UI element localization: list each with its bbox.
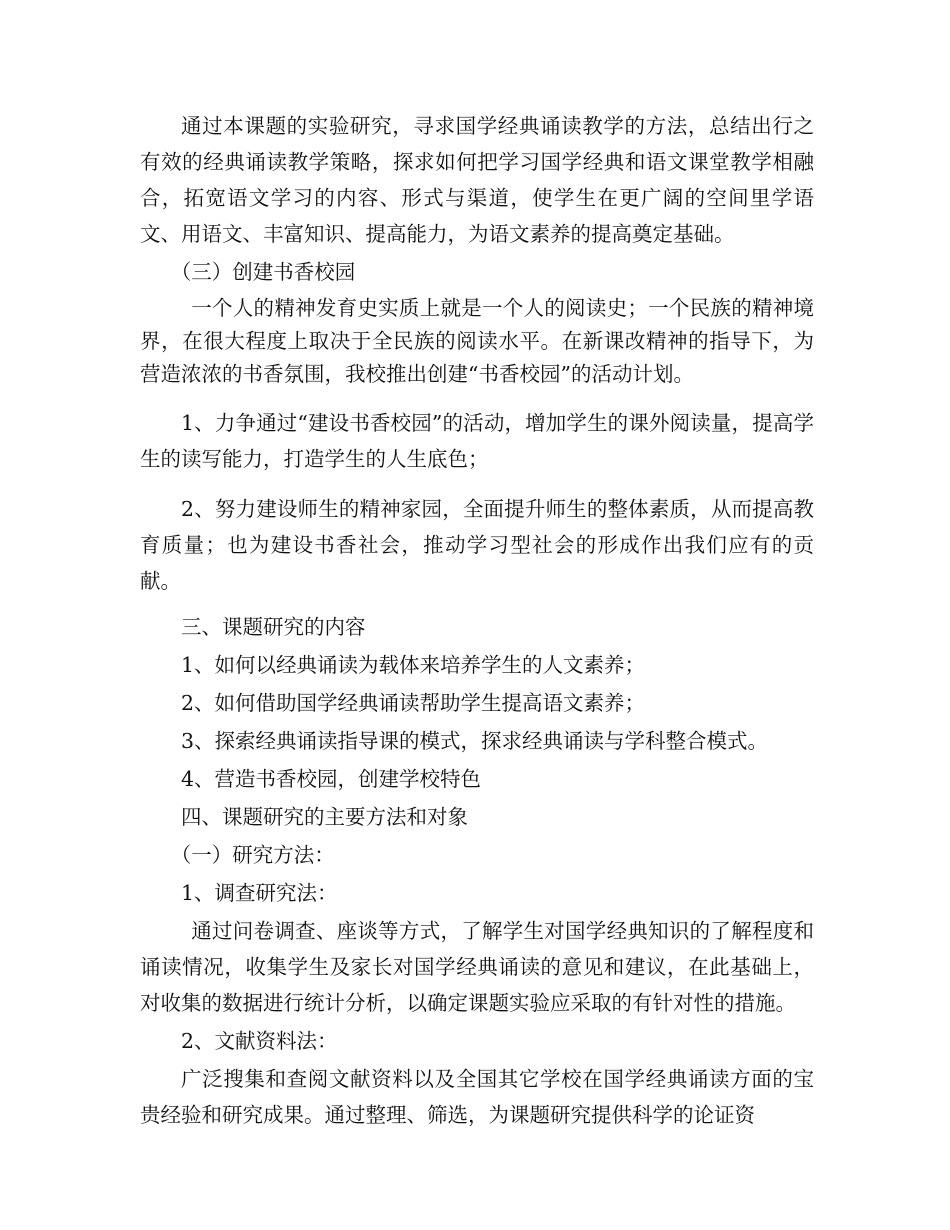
paragraph-survey-method: 通过问卷调查、座谈等方式，了解学生对国学经典知识的了解程度和诵读情况，收集学生及家长对国学经典诵读的意见和建议，在此基础上，对收集的数据进行统计分析，以确定课题实验应采取的有针对性的措施。 bbox=[140, 919, 814, 1015]
heading-literature-method: 2、文献资料法： bbox=[181, 1029, 338, 1053]
heading-create-book-campus: （三）创建书香校园 bbox=[170, 260, 356, 284]
paragraph-goal-item-1: 1、力争通过“建设书香校园”的活动，增加学生的课外阅读量，提高学生的读写能力，打造学生的人生底色； bbox=[140, 411, 814, 471]
heading-research-methods: （一）研究方法： bbox=[170, 843, 335, 867]
paragraph-literature-method: 广泛搜集和查阅文献资料以及全国其它学校在国学经典诵读方面的宝贵经验和研究成果。通过整理、筛选，为课题研究提供科学的论证资 bbox=[140, 1067, 814, 1127]
list-item-content-3: 3、探索经典诵读指导课的模式，探求经典诵读与学科整合模式。 bbox=[181, 729, 769, 753]
heading-research-content: 三、课题研究的内容 bbox=[181, 615, 366, 639]
list-item-content-1: 1、如何以经典诵读为载体来培养学生的人文素养； bbox=[181, 653, 646, 677]
list-item-content-2: 2、如何借助国学经典诵读帮助学生提高语文素养； bbox=[181, 691, 646, 715]
heading-survey-method: 1、调查研究法： bbox=[181, 881, 338, 905]
document-body bbox=[140, 108, 814, 1133]
heading-methods-and-objects: 四、课题研究的主要方法和对象 bbox=[181, 805, 468, 829]
paragraph-research-goal: 通过本课题的实验研究，寻求国学经典诵读教学的方法，总结出行之有效的经典诵读教学策略，探求如何把学习国学经典和语文课堂教学相融合，拓宽语文学习的内容、形式与渠道，使学生在更广阔的空间里学语文、用语文、丰富知识、提高能力，为语文素养的提高奠定基础。 bbox=[140, 114, 814, 246]
paragraph-goal-item-2: 2、努力建设师生的精神家园，全面提升师生的整体素质，从而提高教育质量；也为建设书香社会，推动学习型社会的形成作出我们应有的贡献。 bbox=[140, 497, 814, 593]
paragraph-reading-history: 一个人的精神发育史实质上就是一个人的阅读史；一个民族的精神境界，在很大程度上取决于全民族的阅读水平。在新课改精神的指导下，为营造浓浓的书香氛围，我校推出创建“书香校园”的活动计划。 bbox=[140, 296, 814, 386]
list-item-content-4: 4、营造书香校园，创建学校特色 bbox=[181, 767, 482, 791]
